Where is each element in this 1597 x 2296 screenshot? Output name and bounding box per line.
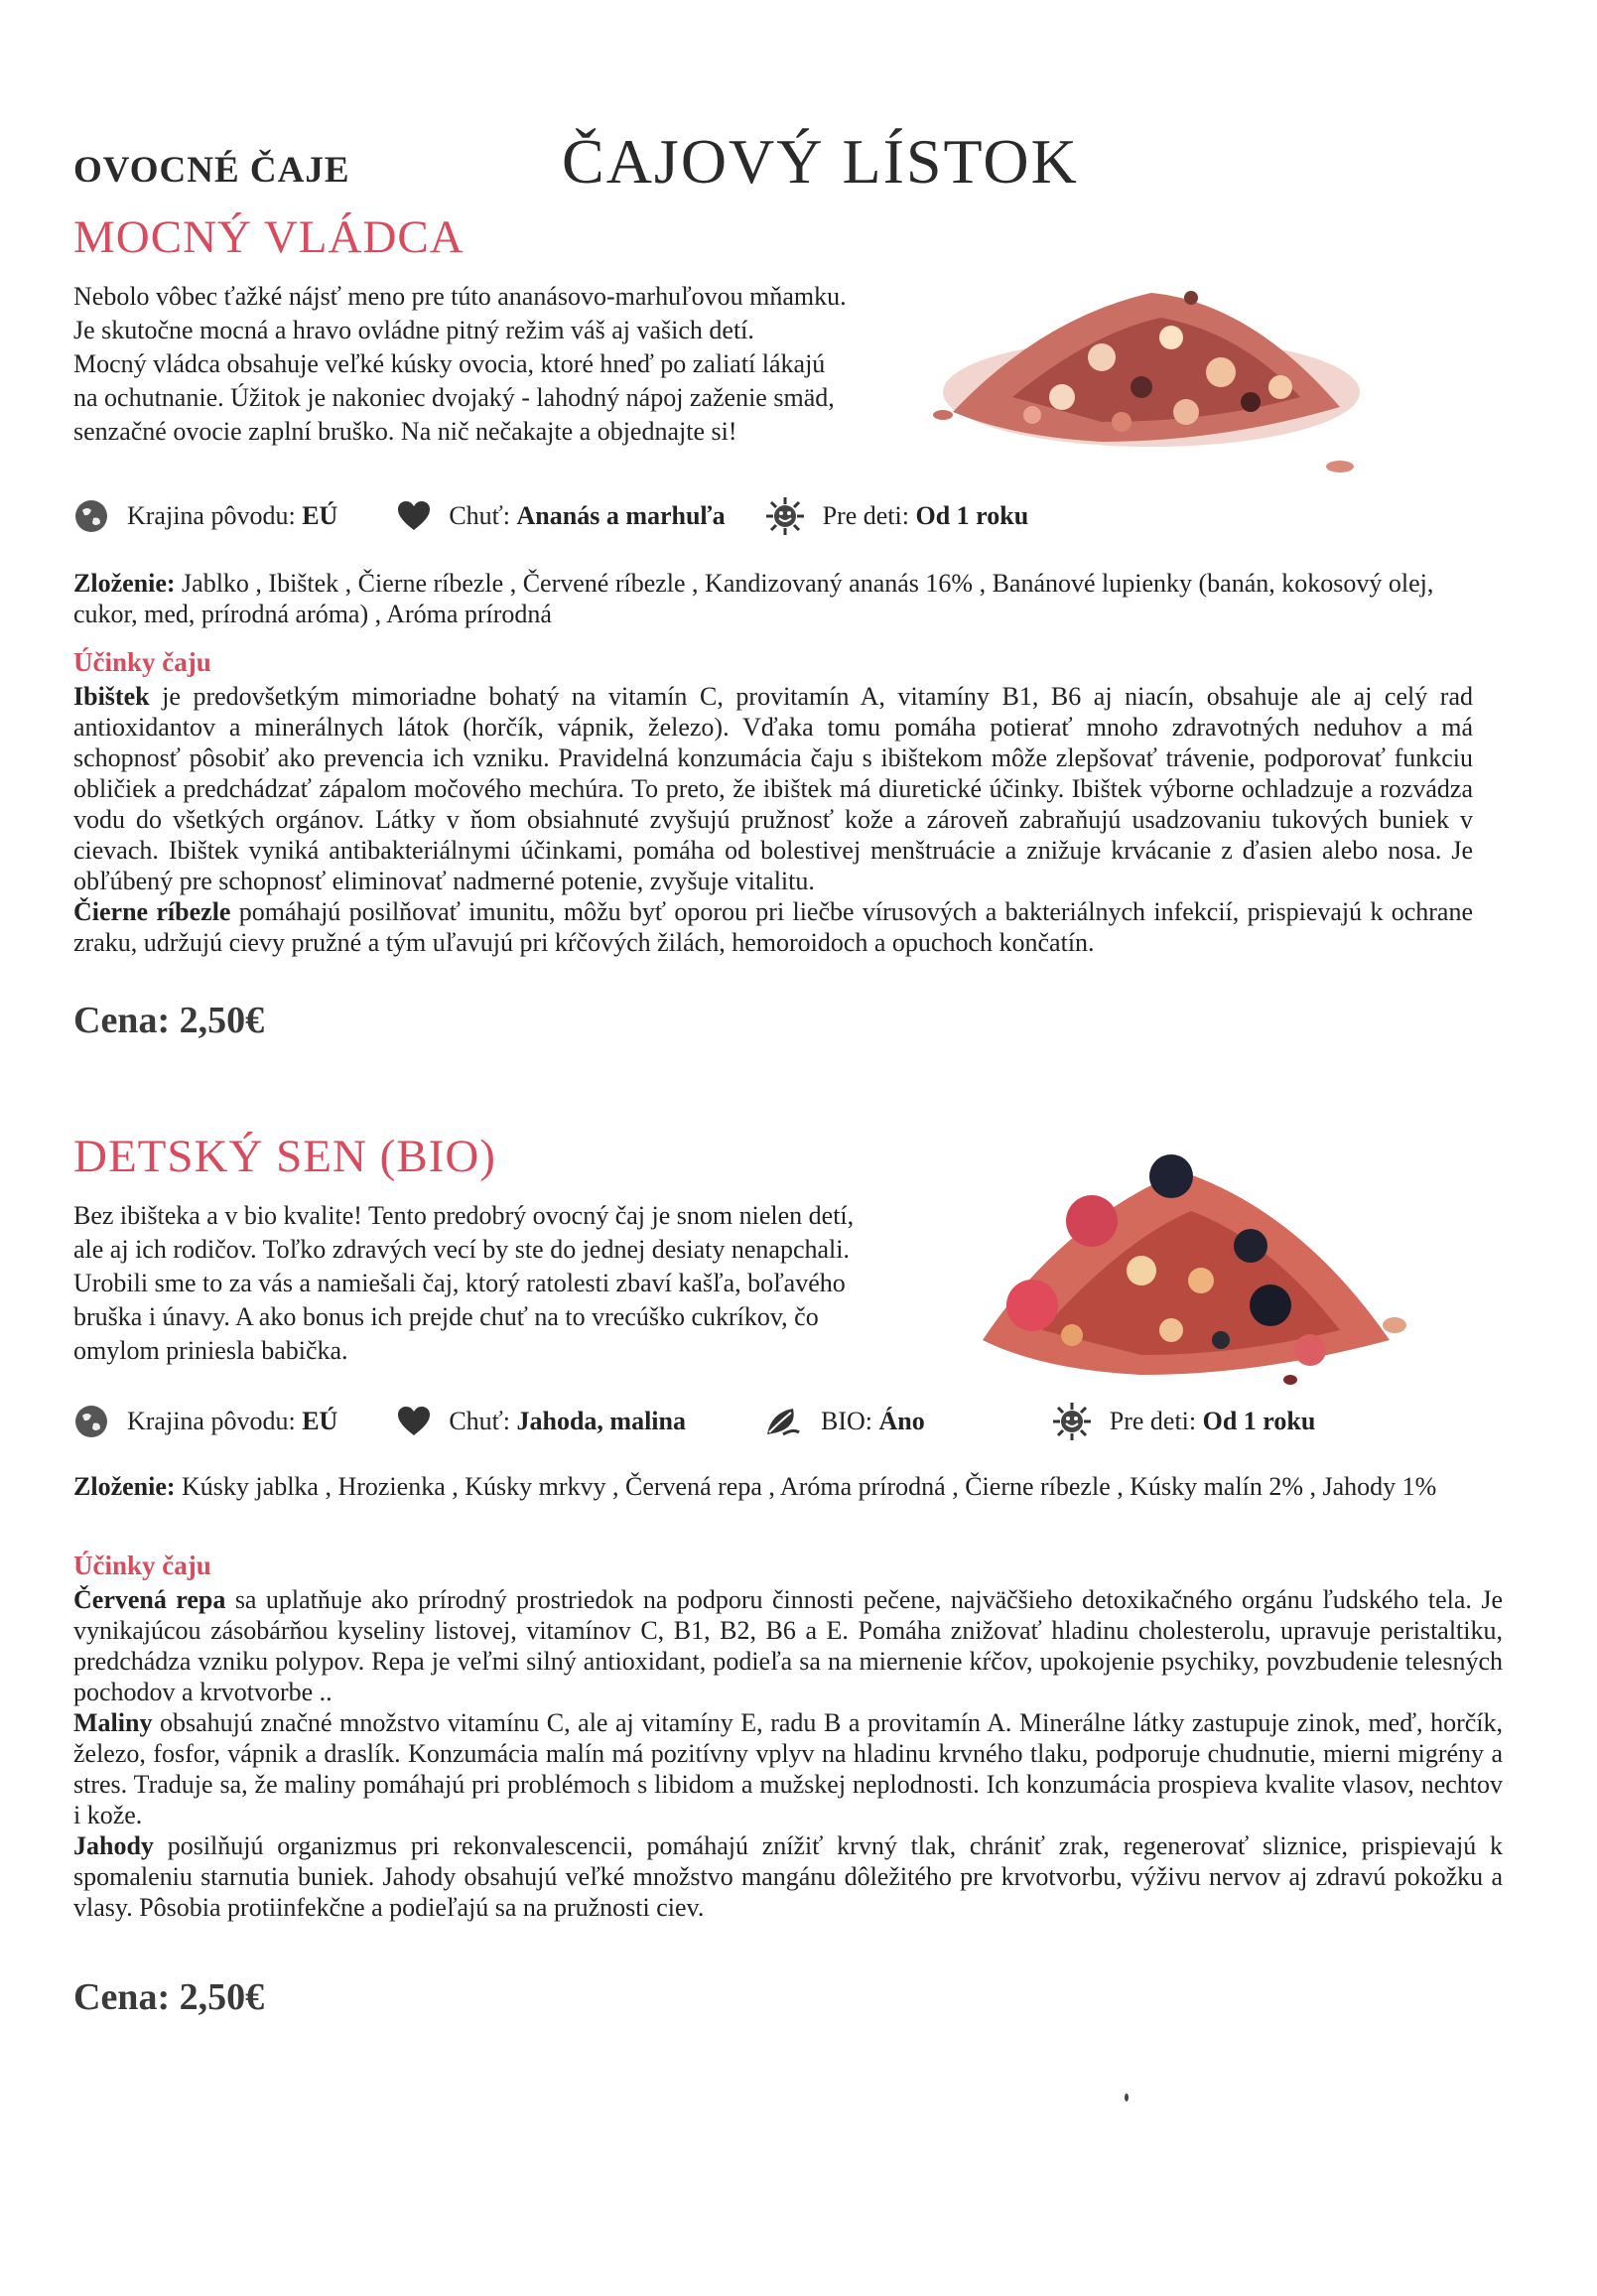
price-label: Cena:: [73, 1000, 171, 1041]
kids-label: Pre deti:: [822, 501, 909, 530]
effect-text: pomáhajú posilňovať imunitu, môžu byť oporou pri liečbe vírusových a bakteriálnych infekcií, prispievajú k ochrane zraku, udržujú cievy pružné a tým uľavujú pri kŕčových žilách, hemoroidoch a opuchoch končatín.: [73, 897, 1474, 957]
leaf-icon: [763, 1405, 803, 1438]
composition: [73, 1471, 1503, 1502]
tea-title: DETSKÝ SEN (BIO): [73, 1131, 496, 1182]
effect-paragraph: [73, 1707, 1503, 1830]
meta-taste: [397, 1406, 686, 1437]
kids-value: Od 1 roku: [1202, 1407, 1316, 1435]
price-value: 2,50€: [179, 1000, 265, 1041]
price-value: 2,50€: [179, 1976, 265, 2018]
intro-line: Mocný vládca obsahuje veľké kúsky ovocia, ktoré hneď po zaliatí lákajú: [73, 349, 826, 378]
intro-line: Nebolo vôbec ťažké nájsť meno pre túto ananásovo-marhuľovou mňamku.: [73, 282, 847, 311]
globe-icon: [73, 1404, 109, 1439]
intro-line: Bez ibišteka a v bio kvalite! Tento predobrý ovocný čaj je snom nielen detí,: [73, 1201, 855, 1230]
heart-icon: [397, 1406, 431, 1437]
kids-label: Pre deti:: [1109, 1407, 1197, 1435]
heart-icon: [397, 500, 431, 532]
taste-value: Ananás a marhuľa: [516, 501, 726, 530]
effect-term: Ibištek: [73, 682, 150, 711]
price: [73, 1975, 264, 2019]
bio-label: BIO:: [821, 1407, 872, 1435]
composition-label: Zloženie:: [73, 569, 176, 598]
smiley-sun-icon: [765, 496, 805, 536]
effect-term: Jahody: [73, 1831, 154, 1860]
smiley-sun-icon: [1052, 1402, 1092, 1441]
effect-term: Červená repa: [73, 1585, 226, 1614]
composition: [73, 568, 1503, 629]
intro-line: bruška i únavy. A ako bonus ich prejde chuť na to vrecúško cukríkov, čo: [73, 1302, 819, 1331]
page-title: ČAJOVÝ LÍSTOK: [562, 126, 1079, 197]
kids-value: Od 1 roku: [915, 501, 1029, 530]
intro-line: ale aj ich rodičov. Toľko zdravých vecí by ste do jednej desiaty nenapchali.: [73, 1235, 850, 1264]
composition-text: Jablko , Ibištek , Čierne ríbezle , Červené ríbezle , Kandizovaný ananás 16% , Banánové lupienky (banán, kokosový olej, cukor, med, prírodná aróma) , Aróma prírodná: [73, 569, 1434, 628]
composition-label: Zloženie:: [73, 1472, 176, 1501]
meta-kids: [765, 496, 1029, 536]
origin-value: EÚ: [302, 501, 338, 530]
composition-text: Kúsky jablka , Hrozienka , Kúsky mrkvy , Červená repa , Aróma prírodná , Čierne ríbezle , Kúsky malín 2% , Jahody 1%: [182, 1472, 1437, 1501]
meta-origin: [73, 1404, 337, 1439]
effect-text: je predovšetkým mimoriadne bohatý na vitamín C, provitamín A, vitamíny B1, B6 aj niacín, obsahuje ale aj celý rad antioxidantov a minerálnych látok (horčík, vápnik, železo). Vďaka tomu pomáha potierať mnoho zdravotných neduhov a má schopnosť pôsobiť ako prevencia ich vzniku. Pravidelná konzumácia čaju s ibištekom môže zlepšovať trávenie, podporovať funkciu obličiek a predchádzať zápalom močového mechúra. To preto, že ibištek má diuretické účinky. Ibištek výborne ochladzuje a rozvádza vodu do všetkých orgánov. Látky v ňom obsiahnuté zvyšujú pružnosť kože a zároveň zabraňujú usadzovaniu tukových buniek v cievach. Ibištek vyniká antibakteriálnymi účinkami, pomáha od bolestivej menštruácie a znižuje krvácanie z ďasien alebo nosa. Je obľúbený pre schopnosť eliminovať nadmerné potenie, zvyšuje vitalitu.: [73, 682, 1474, 895]
tea-meta-row: [73, 496, 1028, 536]
effect-text: sa uplatňuje ako prírodný prostriedok na podporu činnosti pečene, najväčšieho detoxikačného orgánu ľudského tela. Je vynikajúcou zásobárňou kyseliny listovej, vitamínov C, B1, B2, B6 a E. Pomáha znižovať hladinu cholesterolu, upravuje peristaltiku, predchádza vzniku polypov. Repa je veľmi silný antioxidant, podieľa sa na miernenie kŕčov, upokojenie psychiky, povzbudenie telesných pochodov a krvotvorbe ..: [73, 1585, 1503, 1706]
tea-meta-row: [73, 1402, 1315, 1441]
price-label: Cena:: [73, 1976, 171, 2018]
bio-value: Áno: [878, 1407, 925, 1435]
taste-value: Jahoda, malina: [516, 1407, 686, 1435]
intro-line: Urobili sme to za vás a namiešali čaj, ktorý ratolesti zbaví kašľa, boľavého: [73, 1269, 846, 1297]
origin-label: Krajina pôvodu:: [127, 1407, 296, 1435]
meta-kids: [1052, 1402, 1316, 1441]
effect-text: obsahujú značné množstvo vitamínu C, ale aj vitamíny E, radu B a provitamín A. Minerálne látky zastupuje zinok, meď, horčík, železo, fosfor, vápnik a draslík. Konzumácia malín má pozitívny vplyv na hladinu krvného tlaku, podporuje chudnutie, mierni migrény a stres. Traduje sa, že maliny pomáhajú pri problémoch s libidom a mužskej neplodnosti. Ich konzumácia prospieva kvalite vlasov, nechtov i kože.: [73, 1708, 1503, 1829]
tea-intro: [73, 1199, 927, 1368]
tea-intro: [73, 280, 927, 449]
effects-text: [73, 681, 1473, 958]
origin-label: Krajina pôvodu:: [127, 501, 296, 530]
intro-line: Je skutočne mocná a hravo ovládne pitný režim váš aj vašich detí.: [73, 316, 754, 344]
intro-line: omylom priniesla babička.: [73, 1336, 348, 1365]
effect-paragraph: [73, 1830, 1503, 1923]
tea-image: [943, 1132, 1419, 1390]
scan-speck: [1125, 2093, 1129, 2101]
meta-bio: [763, 1405, 925, 1438]
effects-text: [73, 1584, 1503, 1923]
taste-label: Chuť:: [449, 501, 510, 530]
price: [73, 999, 264, 1042]
intro-line: senzačné ovocie zaplní bruško. Na nič nečakajte a objednajte si!: [73, 417, 737, 446]
effect-text: posilňujú organizmus pri rekonvalescencii, pomáhajú znížiť krvný tlak, chrániť zrak, regenerovať sliznice, prispievajú k spomaleniu starnutia buniek. Jahody obsahujú veľké množstvo mangánu dôležitého pre krvotvorbu, výživu nervov aj zdravú pokožku a vlasy. Pôsobia protiinfekčne a podieľajú sa na pružnosti ciev.: [73, 1831, 1504, 1922]
effect-term: Maliny: [73, 1708, 153, 1737]
meta-origin: [73, 498, 337, 534]
origin-value: EÚ: [302, 1407, 338, 1435]
section-label: OVOCNÉ ČAJE: [73, 150, 350, 191]
tea-title: MOCNÝ VLÁDCA: [73, 211, 465, 263]
tea-image: [923, 238, 1370, 486]
meta-taste: [397, 500, 725, 532]
effect-term: Čierne ríbezle: [73, 897, 231, 926]
effect-paragraph: [73, 1584, 1503, 1707]
effect-paragraph: [73, 896, 1473, 958]
globe-icon: [73, 498, 109, 534]
taste-label: Chuť:: [449, 1407, 510, 1435]
intro-line: na ochutnanie. Úžitok je nakoniec dvojaký - lahodný nápoj zaženie smäd,: [73, 383, 835, 412]
effects-heading: Účinky čaju: [73, 647, 211, 677]
effects-heading: Účinky čaju: [73, 1551, 211, 1580]
effect-paragraph: [73, 681, 1473, 896]
